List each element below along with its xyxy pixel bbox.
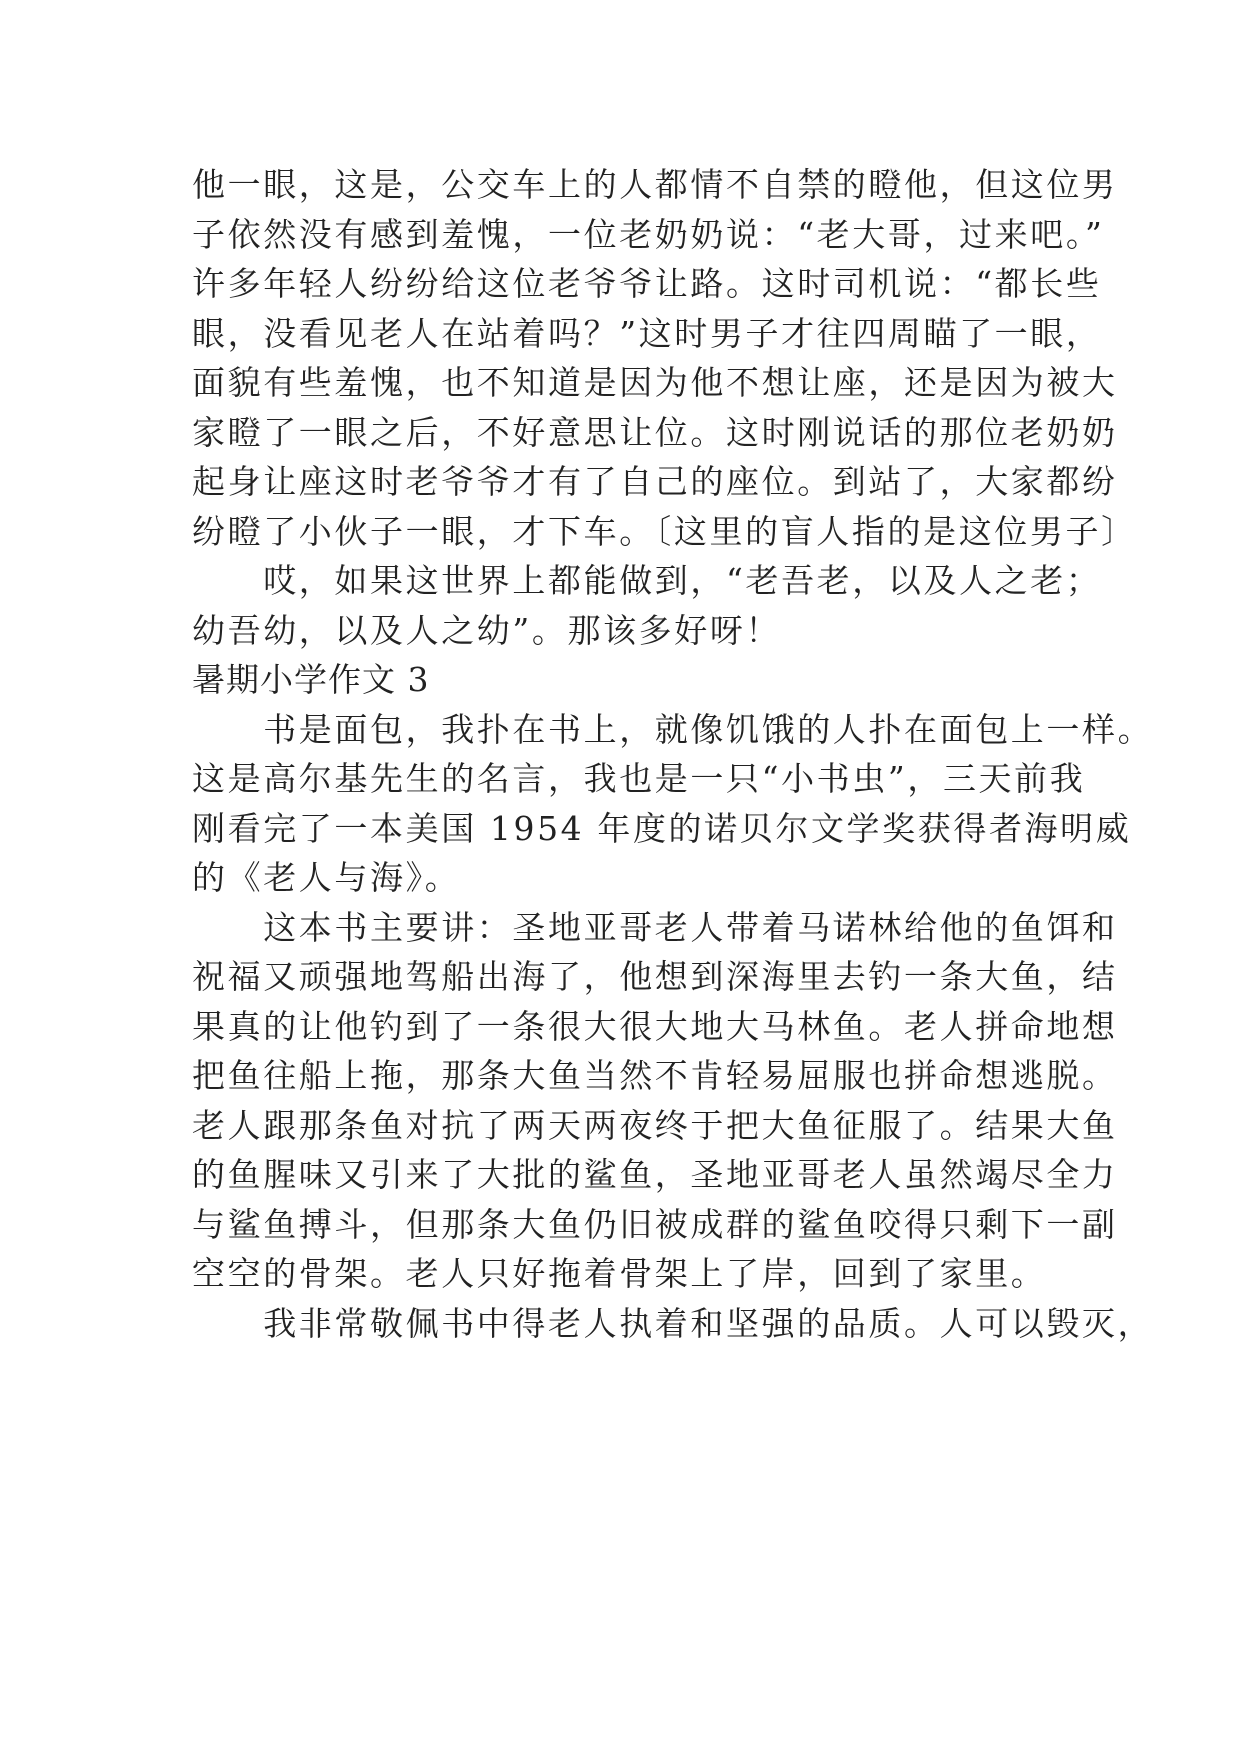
text-line: 书是面包，我扑在书上，就像饥饿的人扑在面包上一样。 bbox=[192, 709, 1154, 749]
text-line: 的《老人与海》。 bbox=[192, 858, 461, 897]
text-line: 眼，没看见老人在站着吗？”这时男子才往四周瞄了一眼， bbox=[192, 313, 1102, 353]
text-line: 起身让座这时老爷爷才有了自己的座位。到站了，大家都纷 bbox=[192, 462, 1118, 501]
text-line: 我非常敬佩书中得老人执着和坚强的品质。人可以毁灭， bbox=[192, 1303, 1154, 1343]
text-line: 幼吾幼，以及人之幼”。那该多好呀！ bbox=[192, 610, 782, 650]
document-body bbox=[192, 160, 1154, 1348]
text-line: 与鲨鱼搏斗，但那条大鱼仍旧被成群的鲨鱼咬得只剩下一副 bbox=[192, 1204, 1118, 1244]
text-line: 这是高尔基先生的名言，我也是一只“小书虫”，三天前我 bbox=[192, 759, 1086, 798]
text-line: 果真的让他钓到了一条很大很大地大马林鱼。老人拼命地想 bbox=[192, 1006, 1118, 1046]
text-line: 的鱼腥味又引来了大批的鲨鱼，圣地亚哥老人虽然竭尽全力 bbox=[192, 1155, 1118, 1194]
text-line: 把鱼往船上拖，那条大鱼当然不肯轻易屈服也拼命想逃脱。 bbox=[192, 1056, 1118, 1095]
text-line: 这本书主要讲：圣地亚哥老人带着马诺林给他的鱼饵和 bbox=[192, 907, 1118, 947]
text-line: 家瞪了一眼之后，不好意思让位。这时刚说话的那位老奶奶 bbox=[192, 412, 1118, 452]
text-line: 子依然没有感到羞愧，一位老奶奶说：“老大哥，过来吧。” bbox=[192, 214, 1105, 254]
text-line: 他一眼，这是，公交车上的人都情不自禁的瞪他，但这位男 bbox=[192, 165, 1118, 204]
text-line: 哎，如果这世界上都能做到，“老吾老，以及人之老； bbox=[192, 561, 1102, 600]
text-line: 空空的骨架。老人只好拖着骨架上了岸，回到了家里。 bbox=[192, 1254, 1047, 1293]
text-line: 许多年轻人纷纷给这位老爷爷让路。这时司机说：“都长些 bbox=[192, 264, 1102, 303]
text-line: 刚看完了一本美国 1954 年度的诺贝尔文学奖获得者海明威 bbox=[192, 808, 1132, 848]
text-line: 祝福又顽强地驾船出海了，他想到深海里去钓一条大鱼，结 bbox=[192, 957, 1118, 996]
text-line: 纷瞪了小伙子一眼，才下车。〔这里的盲人指的是这位男子〕 bbox=[192, 511, 1137, 551]
text-line: 老人跟那条鱼对抗了两天两夜终于把大鱼征服了。结果大鱼 bbox=[192, 1105, 1118, 1145]
section-heading: 暑期小学作文 3 bbox=[192, 660, 430, 699]
text-line: 面貌有些羞愧，也不知道是因为他不想让座，还是因为被大 bbox=[192, 363, 1118, 402]
